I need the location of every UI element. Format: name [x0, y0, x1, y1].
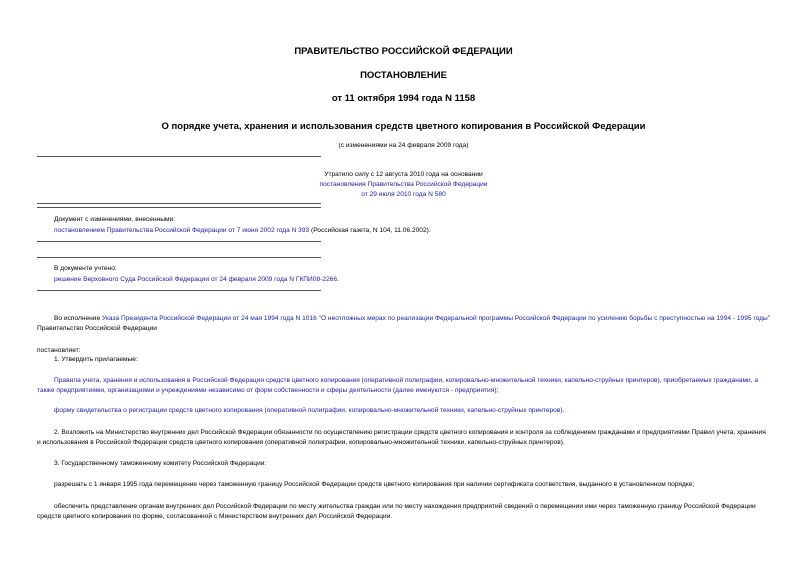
divider: [37, 290, 321, 291]
amended-source: (Российская газета, N 104, 11.06.2002).: [309, 227, 431, 234]
considered-label: В документе учтено:: [54, 265, 117, 272]
form-link[interactable]: форму свидетельства о регистрации средств цветного копирования (оперативной полиграфии, копировально-множительной техники, капельно-струйных принтеров): [54, 407, 563, 414]
divider: [37, 156, 321, 157]
rules-paragraph: [37, 376, 771, 396]
amended-link[interactable]: постановлением Правительства Российской Федерации от 7 июня 2002 года N 393: [54, 227, 310, 234]
government-heading: ПРАВИТЕЛЬСТВО РОССИЙСКОЙ ФЕДЕРАЦИИ: [294, 46, 513, 57]
rules-tail: ;: [496, 387, 499, 395]
court-decision-link[interactable]: решение Верховного Суда Российской Федерации от 24 февраля 2009 года N ГКПИ08-2266: [54, 276, 337, 283]
divider: [37, 203, 321, 204]
form-tail: .: [562, 407, 565, 414]
considered-tail: .: [336, 276, 339, 283]
considered-line: [54, 275, 339, 285]
rules-link[interactable]: Правила учета, хранения и использования в Российской Федерации средств цветного копирования (оперативной полиграфии, копировально-множительной техники, капельно-струйных принтеров), приобретаемых гражданами, а также предприятиями, организациями и учреждениями независимо от форм собственности и сферы деятельности (далее именуются - предприятия): [37, 377, 759, 395]
item-2: 2. Возложить на Министерство внутренних дел Российской Федерации обязанности по осуществлению регистрации средств цветного копирования и контроля за соблюдением гражданами и предприятиями Правил учета, хранения и использования в Российской Федерации средств цветного копирования (оперативной полиграфии, копировально-множительной техники, капельно-струйных принтеров).: [37, 429, 766, 447]
amended-label: Документ с изменениями, внесенными:: [54, 216, 176, 223]
lost-force-link-2[interactable]: от 29 июля 2010 года N 580: [361, 191, 446, 198]
item-3a: разрешать с 1 января 1995 года перемещение через таможенную границу Российской Федерации средств цветного копирования при наличии сертификата соответствия, выданного в установленном порядке;: [54, 481, 695, 488]
document-date-number: от 11 октября 1994 года N 1158: [331, 93, 476, 104]
lost-force-link-1[interactable]: постановления Правительства Российской Федерации: [319, 181, 488, 188]
document-type: ПОСТАНОВЛЕНИЕ: [360, 70, 447, 81]
lost-force-text: Утратило силу с 12 августа 2010 года на основании: [324, 171, 483, 178]
divider: [37, 207, 321, 208]
document-title: О порядке учета, хранения и использования средств цветного копирования в Российской Федерации: [161, 121, 646, 132]
decides-text: постановляет:: [37, 347, 81, 354]
item-1: 1. Утвердить прилагаемые:: [54, 356, 138, 363]
intro-pre: Во исполнение: [54, 315, 102, 322]
divider: [37, 241, 321, 242]
item-3b: обеспечить представление органам внутренних дел Российской Федерации по месту жительства граждан или по месту нахождения предприятий сведений о перемещении ими через таможенную границу Российской Федерации средств цветного копирования по форме, согласованной с Министерством внутренних дел Российской Федерации.: [37, 503, 756, 521]
decree-link[interactable]: Указа Президента Российской Федерации от 24 мая 1994 года N 1016 "О неотложных мерах по реализации Федеральной программы Российской Федерации по усилению борьбы с преступностью на 1994 - 1995 годы": [101, 315, 771, 322]
form-paragraph: [54, 406, 564, 416]
changes-note: (с изменениями на 24 февраля 2009 года): [338, 142, 469, 149]
intro-post: Правительство Российской Федерации: [37, 325, 157, 333]
divider: [37, 257, 321, 258]
amended-line: [54, 226, 431, 236]
item-3: 3. Государственному таможенному комитету Российской Федерации:: [54, 460, 267, 467]
intro-paragraph: [37, 314, 771, 334]
